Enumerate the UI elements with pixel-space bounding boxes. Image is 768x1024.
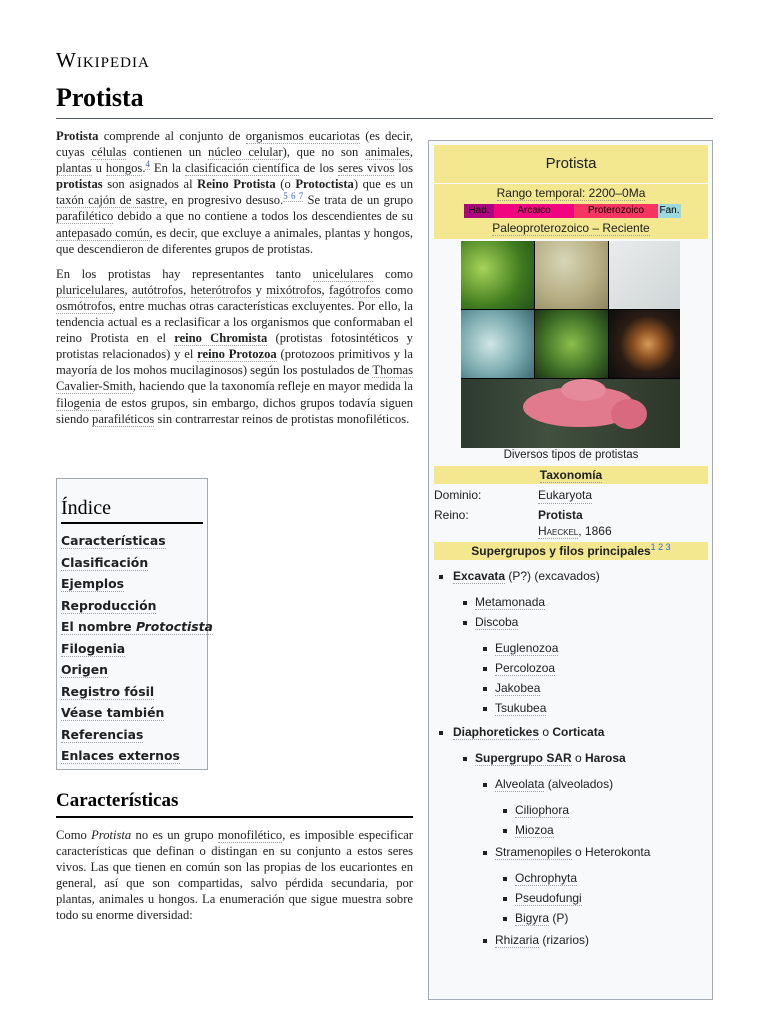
article-link[interactable]: heterótrofos bbox=[190, 282, 252, 297]
taxon-link[interactable]: Euglenozoa bbox=[495, 641, 559, 655]
article-link[interactable]: osmótrofos bbox=[56, 298, 113, 313]
taxonomy-header[interactable]: Taxonomía bbox=[434, 466, 708, 484]
text-run: protistas bbox=[56, 177, 103, 192]
toc-title: Índice bbox=[61, 497, 203, 524]
text-run: no es un grupo bbox=[131, 828, 218, 842]
taxon-link[interactable]: Miozoa bbox=[515, 823, 554, 837]
text-run: Protista bbox=[91, 828, 132, 842]
taxon-note: (P) bbox=[549, 911, 569, 925]
toc-item-label: Clasificación bbox=[61, 554, 149, 570]
text-run: (protistas fotosintéticos y protistas relacionados) y el bbox=[56, 331, 413, 362]
author-citation: Haeckel, 1866 bbox=[538, 524, 612, 538]
text-run: , en progresivo desuso. bbox=[164, 193, 284, 208]
section-paragraph bbox=[56, 827, 413, 924]
toc-item-label: Reproducción bbox=[61, 597, 157, 613]
dominio-link[interactable]: Eukaryota bbox=[538, 488, 593, 502]
author-link[interactable]: Haeckel bbox=[538, 524, 579, 538]
taxon-item bbox=[475, 615, 518, 629]
taxon-item bbox=[515, 803, 569, 817]
text-run: Protoctista bbox=[295, 177, 354, 192]
text-run: contienen un bbox=[126, 145, 209, 160]
taxon-note: (P?) (excavados) bbox=[505, 569, 600, 583]
toc-item[interactable] bbox=[61, 552, 203, 574]
article-link[interactable]: reino Chromista bbox=[174, 331, 268, 346]
text-run: como bbox=[380, 282, 413, 297]
taxon-link[interactable]: Jakobea bbox=[495, 681, 541, 695]
taxon-alt-name: Harosa bbox=[585, 751, 626, 765]
taxon-link[interactable]: Discoba bbox=[475, 615, 519, 629]
text-run: los bbox=[394, 161, 413, 176]
article-link[interactable]: autótrofos bbox=[131, 282, 184, 297]
taxon-link[interactable]: Bigyra bbox=[515, 911, 550, 925]
text-run: , entre muchas otras características excluyentes. Por ello, la tendencia actual es a reclasificar a los organismos que conformaban el reino Protista en el bbox=[56, 298, 413, 346]
article-link[interactable]: animales bbox=[365, 145, 410, 160]
taxon-link[interactable]: Ochrophyta bbox=[515, 871, 578, 885]
section-heading: Características bbox=[56, 790, 413, 818]
toc-item[interactable] bbox=[61, 724, 203, 746]
photo-caption: Diversos tipos de protistas bbox=[503, 449, 639, 461]
taxon-item bbox=[515, 871, 577, 885]
page-title: Protista bbox=[56, 83, 713, 119]
reference-link[interactable]: 5 6 7 bbox=[283, 191, 304, 202]
taxon-item bbox=[495, 845, 650, 859]
timeline-segment[interactable]: Proterozoico bbox=[574, 204, 658, 218]
article-link[interactable]: pluricelulares bbox=[56, 282, 125, 297]
taxon-link[interactable]: Alveolata bbox=[495, 777, 545, 791]
article-link[interactable]: núcleo celular bbox=[208, 145, 283, 160]
text-run: (es decir, cuyas bbox=[56, 129, 413, 160]
taxon-link[interactable]: Diaphoretickes bbox=[453, 725, 540, 739]
taxon-note: o bbox=[571, 751, 586, 765]
table-of-contents bbox=[56, 478, 213, 770]
reino-value: Protista bbox=[538, 508, 583, 522]
taxon-item bbox=[515, 891, 582, 905]
intro-text bbox=[56, 128, 413, 436]
toc-item[interactable] bbox=[61, 745, 203, 767]
article-link[interactable]: Thomas Cavalier-Smith bbox=[56, 363, 413, 394]
taxon-link[interactable]: Excavata bbox=[453, 569, 506, 583]
timeline-segment[interactable]: Fan. bbox=[659, 205, 680, 216]
taxon-link[interactable]: Ciliophora bbox=[515, 803, 570, 817]
wikipedia-logo[interactable]: Wikipedia bbox=[56, 48, 150, 72]
reino-label: Reino: bbox=[434, 508, 469, 522]
article-link[interactable]: monofilético bbox=[217, 828, 283, 842]
text-run: En los protistas hay representantes tanto bbox=[56, 266, 313, 281]
article-link[interactable]: filogenia bbox=[56, 395, 101, 410]
period-range[interactable]: Paleoproterozoico – Reciente bbox=[492, 221, 650, 235]
text-run: (protozoos primitivos y la mayoría de los mohos mucilaginosos) según los postulados de bbox=[56, 347, 413, 378]
taxon-note: (alveolados) bbox=[544, 777, 614, 791]
geologic-timeline bbox=[464, 204, 681, 218]
taxon-item bbox=[475, 595, 545, 609]
text-run: debido a que no contiene a todos los descendientes de su bbox=[113, 209, 413, 224]
article-link[interactable]: organismos eucariotas bbox=[245, 129, 360, 143]
text-run: de estos grupos, sin embargo, dichos grupos todavía siguen siendo bbox=[56, 395, 413, 426]
taxon-item bbox=[495, 777, 613, 791]
taxon-item bbox=[453, 569, 600, 583]
taxon-alt-name: Corticata bbox=[552, 725, 605, 739]
text-run: comprende al conjunto de bbox=[98, 129, 246, 143]
article-link[interactable]: células bbox=[91, 145, 127, 160]
article-link[interactable]: plantas bbox=[56, 161, 92, 176]
taxon-item bbox=[453, 725, 604, 739]
text-run: Protista bbox=[56, 129, 99, 143]
photo-diatoms bbox=[535, 241, 608, 309]
taxon-item bbox=[495, 661, 555, 675]
toc-item[interactable] bbox=[61, 659, 203, 681]
taxon-link[interactable]: Metamonada bbox=[475, 595, 546, 609]
text-run: sin contrarrestar reinos de protistas monofiléticos. bbox=[154, 411, 410, 426]
article-link[interactable]: unicelulares bbox=[312, 266, 374, 281]
article-link[interactable]: taxón cajón de sastre bbox=[56, 193, 165, 208]
toc-item-label: Filogenia bbox=[61, 640, 126, 656]
text-run: Se trata de un grupo bbox=[303, 193, 413, 208]
taxon-link[interactable]: Tsukubea bbox=[495, 701, 547, 715]
taxon-note: (rizarios) bbox=[539, 933, 590, 947]
text-run: , es decir, que excluye a animales, plantas y hongos, que descendieron de diferentes grupos de protistas. bbox=[56, 225, 413, 256]
taxon-note: o bbox=[539, 725, 553, 739]
photo-amoeba bbox=[461, 310, 534, 378]
taxon-item bbox=[495, 681, 540, 695]
intro-paragraph-2 bbox=[56, 266, 413, 427]
text-run: ) que es un bbox=[353, 177, 413, 192]
article-link[interactable]: clasificación científica bbox=[184, 161, 300, 176]
taxon-note: o Heterokonta bbox=[571, 845, 651, 859]
text-run: o bbox=[284, 177, 291, 192]
toc-item-label: Referencias bbox=[61, 726, 144, 742]
toc-item[interactable] bbox=[61, 681, 203, 703]
text-run: Reino Protista bbox=[197, 177, 276, 192]
toc-item-label: Características bbox=[61, 533, 166, 548]
timeline-segment[interactable]: Had. bbox=[464, 204, 494, 218]
taxon-item bbox=[495, 641, 558, 655]
taxon-item bbox=[515, 823, 554, 837]
text-run: , bbox=[183, 282, 191, 297]
timeline-segment[interactable]: Arcaico bbox=[494, 204, 574, 218]
toc-item-label: Véase también bbox=[61, 705, 165, 720]
reference-link[interactable]: 4 bbox=[145, 159, 150, 169]
text-run: En la bbox=[149, 161, 185, 176]
text-run: son asignados al bbox=[102, 177, 198, 192]
article-link[interactable]: fagótrofos bbox=[328, 282, 381, 297]
text-run: y bbox=[251, 282, 267, 297]
article-link[interactable]: mixótrofos bbox=[266, 282, 322, 297]
article-link[interactable]: reino Protozoa bbox=[197, 347, 277, 362]
infobox-title: Protista bbox=[434, 145, 708, 183]
taxon-link[interactable]: Percolozoa bbox=[495, 661, 556, 675]
article-link[interactable]: parafiléticos bbox=[92, 411, 155, 426]
article-link[interactable]: seres vivos bbox=[337, 161, 395, 176]
toc-list bbox=[61, 530, 213, 767]
text-run: Como bbox=[56, 828, 92, 842]
toc-item[interactable] bbox=[61, 573, 203, 595]
text-run: u bbox=[91, 161, 106, 176]
taxon-link[interactable]: Rhizaria bbox=[495, 933, 540, 947]
text-run: de los bbox=[299, 161, 338, 176]
infobox bbox=[428, 140, 713, 1000]
text-run: , bbox=[321, 282, 329, 297]
text-run: , es imposible especificar características que definan o distingan en su conjunto a estos seres vivos. Las que tienen en común son las propias de los eucariontes en general, así que son compartidas, salvo pérdida secundaria, por plantas, animales u hongos. La enumeración que sigue muestra sobre todo su enorme diversidad: bbox=[56, 828, 413, 923]
text-run: ), que no son bbox=[282, 145, 366, 160]
toc-item[interactable] bbox=[61, 616, 213, 638]
toc-item-label: Origen bbox=[61, 662, 108, 677]
toc-item[interactable] bbox=[61, 595, 203, 617]
text-run: , bbox=[409, 145, 413, 160]
text-run: ( bbox=[275, 177, 285, 192]
protist-photo-collage[interactable] bbox=[461, 241, 680, 448]
photo-slime-mold bbox=[461, 379, 680, 448]
photo-green-algae bbox=[461, 241, 534, 309]
infobox-time-range bbox=[434, 184, 708, 239]
taxon-link[interactable]: Pseudofungi bbox=[515, 891, 582, 905]
dominio-label: Dominio: bbox=[434, 488, 482, 502]
time-range-label[interactable]: Rango temporal: 2200–0Ma bbox=[496, 186, 646, 200]
intro-paragraph-1 bbox=[56, 128, 413, 257]
text-run: como bbox=[373, 266, 413, 281]
toc-item-label: Registro fósil bbox=[61, 683, 155, 699]
taxon-link[interactable]: Supergrupo SAR bbox=[475, 751, 572, 765]
supergroups-header: Supergrupos y filos principales$^{1 2 3}$ bbox=[434, 542, 708, 560]
toc-item-label: Enlaces externos bbox=[61, 748, 180, 763]
article-link[interactable]: antepasado común bbox=[56, 225, 150, 240]
toc-item-label: El nombre Protoctista bbox=[61, 619, 213, 634]
text-run: , haciendo que la taxonomía refleje en mayor medida la bbox=[132, 379, 413, 394]
toc-item-label: Ejemplos bbox=[61, 576, 125, 591]
toc-item[interactable] bbox=[61, 638, 203, 660]
article-link[interactable]: hongos bbox=[105, 161, 143, 176]
photo-radiolarian bbox=[609, 310, 680, 378]
taxon-item bbox=[475, 751, 626, 765]
taxon-item bbox=[495, 701, 546, 715]
article-link[interactable]: parafilético bbox=[56, 209, 114, 224]
taxon-item bbox=[495, 933, 589, 947]
toc-item[interactable] bbox=[61, 702, 203, 724]
taxon-link[interactable]: Stramenopiles bbox=[495, 845, 572, 859]
taxon-item bbox=[515, 911, 568, 925]
text-run: . bbox=[142, 161, 146, 176]
photo-seaweed bbox=[535, 310, 608, 378]
text-run: , bbox=[124, 282, 132, 297]
toc-item[interactable] bbox=[61, 530, 203, 552]
supergroups-refs[interactable]: 1 2 3 bbox=[650, 542, 671, 552]
photo-flagellate bbox=[609, 241, 680, 309]
